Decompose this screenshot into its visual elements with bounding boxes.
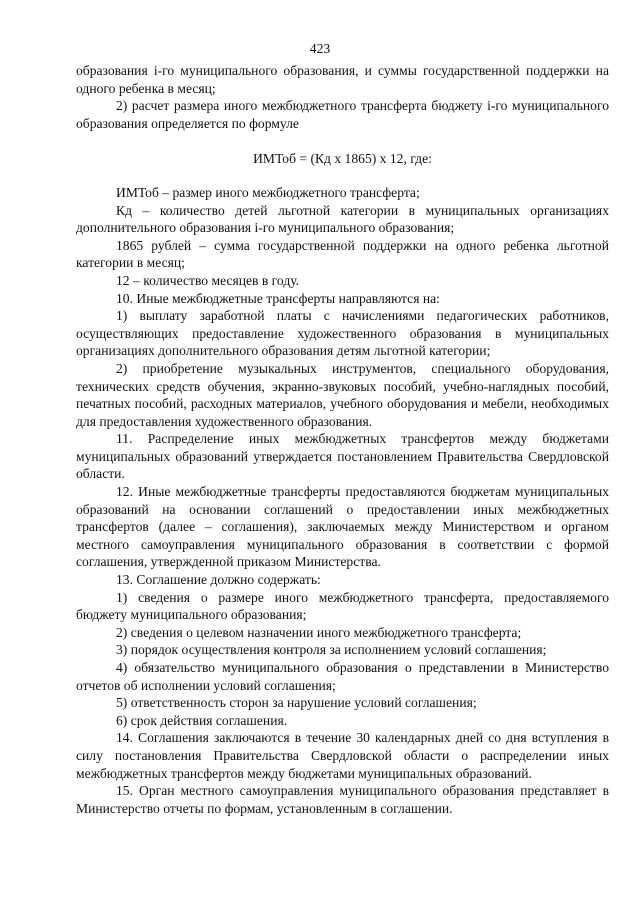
definition-12: 12 – количество месяцев в году. xyxy=(116,272,300,288)
paragraph-13-item-6: 6) срок действия соглашения. xyxy=(116,712,288,728)
formula: ИМТоб = (Кд х 1865) х 12, где: xyxy=(253,151,432,167)
definition-kd: Кд – количество детей льготной категории в муниципальных организациях дополнительного образования i-го муниципального образования; xyxy=(76,202,609,236)
paragraph-15: 15. Орган местного самоуправления муниципального образования представляет в Министерство отчеты по формам, установленным в соглашении. xyxy=(76,783,609,816)
paragraph-12: 12. Иные межбюджетные трансферты предоставляются бюджетам муниципальных образований на основании соглашений о предоставлении иных межбюджетных трансфертов (далее – соглашения), заключаемых между Министерством и органом местного самоуправления муниципального образования в соответствии с формой соглашения, утвержденной приказом Министерства. xyxy=(76,484,609,570)
paragraph-13-item-2: 2) сведения о целевом назначении иного межбюджетного трансферта; xyxy=(116,624,522,640)
document-body xyxy=(76,62,609,817)
paragraph-10-item-2: 2) приобретение музыкальных инструментов, специального оборудования, технических средств обучения, экранно-звуковых пособий, учебно-наглядных пособий, печатных пособий, расходных материалов, учебного оборудования и мебели, необходимых для предоставления художественного образования. xyxy=(76,360,609,429)
paragraph-14: 14. Соглашения заключаются в течение 30 календарных дней со дня вступления в силу постановления Правительства Свердловской области о распределении иных межбюджетных трансфертов между бюджетами муниципальных образований. xyxy=(76,730,609,781)
paragraph-13-item-3: 3) порядок осуществления контроля за исполнением условий соглашения; xyxy=(116,642,547,658)
definition-1865: 1865 рублей – сумма государственной поддержки на одного ребенка льготной категории в месяц; xyxy=(76,237,609,271)
paragraph-continuation: образования i-го муниципального образования, и суммы государственной поддержки на одного ребенка в месяц; xyxy=(76,63,609,96)
paragraph-13-item-1: 1) сведения о размере иного межбюджетного трансферта, предоставляемого бюджету муниципального образования; xyxy=(76,589,609,623)
paragraph-11: 11. Распределение иных межбюджетных трансфертов между бюджетами муниципальных образований утверждается постановлением Правительства Свердловской области. xyxy=(76,431,609,482)
page-number: 423 xyxy=(309,41,331,56)
definition-imtob: ИМТоб – размер иного межбюджетного трансферта; xyxy=(116,184,420,200)
paragraph-item-2-formula-intro: 2) расчет размера иного межбюджетного трансферта бюджету i-го муниципального образования определяется по формуле xyxy=(76,98,609,131)
paragraph-10-item-1: 1) выплату заработной платы с начислениями педагогических работников, осуществляющих предоставление художественного образования в муниципальных организациях дополнительного образования детям льготной категории; xyxy=(76,308,609,359)
paragraph-10: 10. Иные межбюджетные трансферты направляются на: xyxy=(116,290,440,306)
paragraph-13-item-5: 5) ответственность сторон за нарушение условий соглашения; xyxy=(116,695,477,711)
paragraph-13-item-4: 4) обязательство муниципального образования о представлении в Министерство отчетов об исполнении условий соглашения; xyxy=(76,660,609,693)
paragraph-13: 13. Соглашение должно содержать: xyxy=(116,572,321,588)
